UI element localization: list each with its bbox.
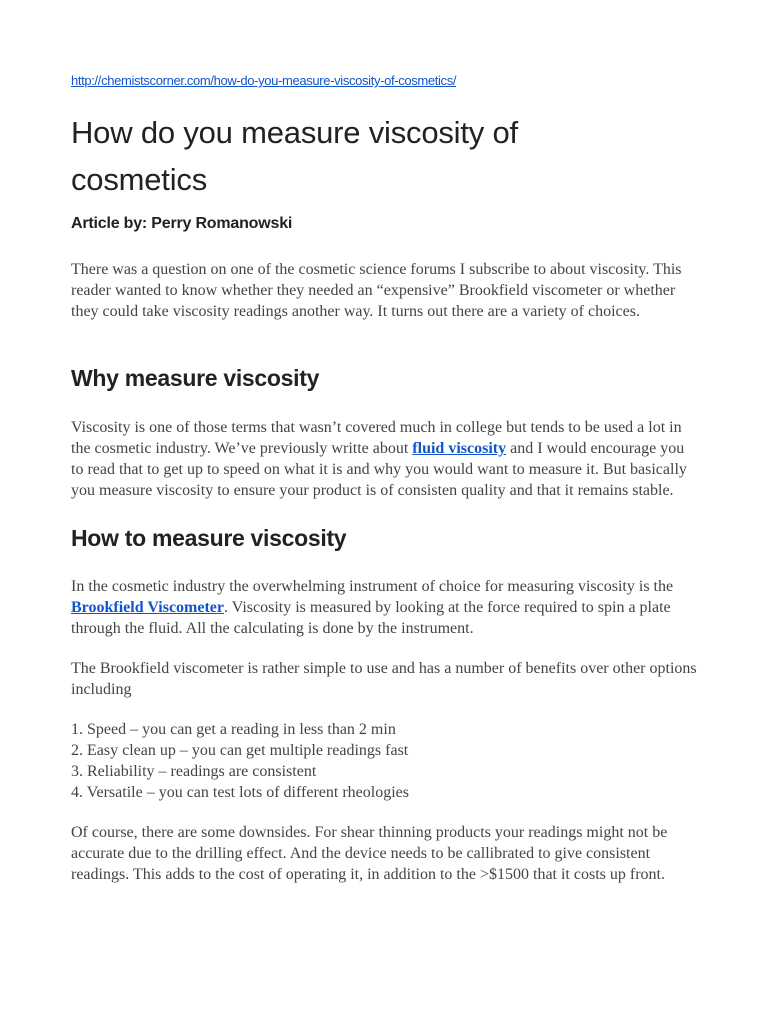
article-title: How do you measure viscosity of cosmetics: [71, 115, 518, 197]
list-item: 3. Reliability – readings are consistent: [71, 763, 317, 780]
intro-paragraph: There was a question on one of the cosmetic science forums I subscribe to about viscosity. This reader wanted to know whether they needed an “expensive” Brookfield viscometer or whether they could take viscosity readings another way. It turns out there are a variety of choices.: [71, 261, 682, 320]
benefits-list: [71, 719, 409, 803]
how-to-measure-text-end: . Viscosity is measured by looking at the force required to spin a plate through the fluid. All the calculating is done by the instrument.: [71, 599, 671, 637]
fluid-viscosity-link[interactable]: fluid viscosity: [412, 440, 507, 457]
heading-why-measure-viscosity: Why measure viscosity: [71, 365, 320, 391]
brookfield-viscometer-link[interactable]: Brookfield Viscometer: [71, 599, 225, 616]
how-to-measure-paragraph: [71, 576, 699, 639]
article-byline: Article by: Perry Romanowski: [71, 215, 293, 232]
list-item: 4. Versatile – you can test lots of different rheologies: [71, 784, 409, 801]
source-url-link[interactable]: http://chemistscorner.com/how-do-you-measure-viscosity-of-cosmetics/: [71, 73, 457, 88]
downsides-paragraph: Of course, there are some downsides. For shear thinning products your readings might not be accurate due to the drilling effect. And the device needs to be callibrated to give consistent readings. This adds to the cost of operating it, in addition to the >$1500 that it costs up front.: [71, 824, 668, 883]
benefits-intro-paragraph: The Brookfield viscometer is rather simple to use and has a number of benefits over other options including: [71, 660, 697, 698]
why-measure-paragraph: [71, 417, 699, 501]
list-item: 1. Speed – you can get a reading in less than 2 min: [71, 721, 396, 738]
list-item: 2. Easy clean up – you can get multiple readings fast: [71, 742, 409, 759]
why-measure-text-start: Viscosity is one of those terms that wasn’t covered much in college but tends to be used a lot in the cosmetic industry. We’ve previously writte about: [71, 419, 682, 457]
why-measure-text-end: and I would encourage you to read that to get up to speed on what it is and why you would want to measure it. But basically you measure viscosity to ensure your product is of consisten quality and that it remains stable.: [71, 440, 687, 499]
heading-how-to-measure-viscosity: How to measure viscosity: [71, 525, 347, 551]
how-to-measure-text-start: In the cosmetic industry the overwhelming instrument of choice for measuring viscosity is the: [71, 578, 674, 595]
